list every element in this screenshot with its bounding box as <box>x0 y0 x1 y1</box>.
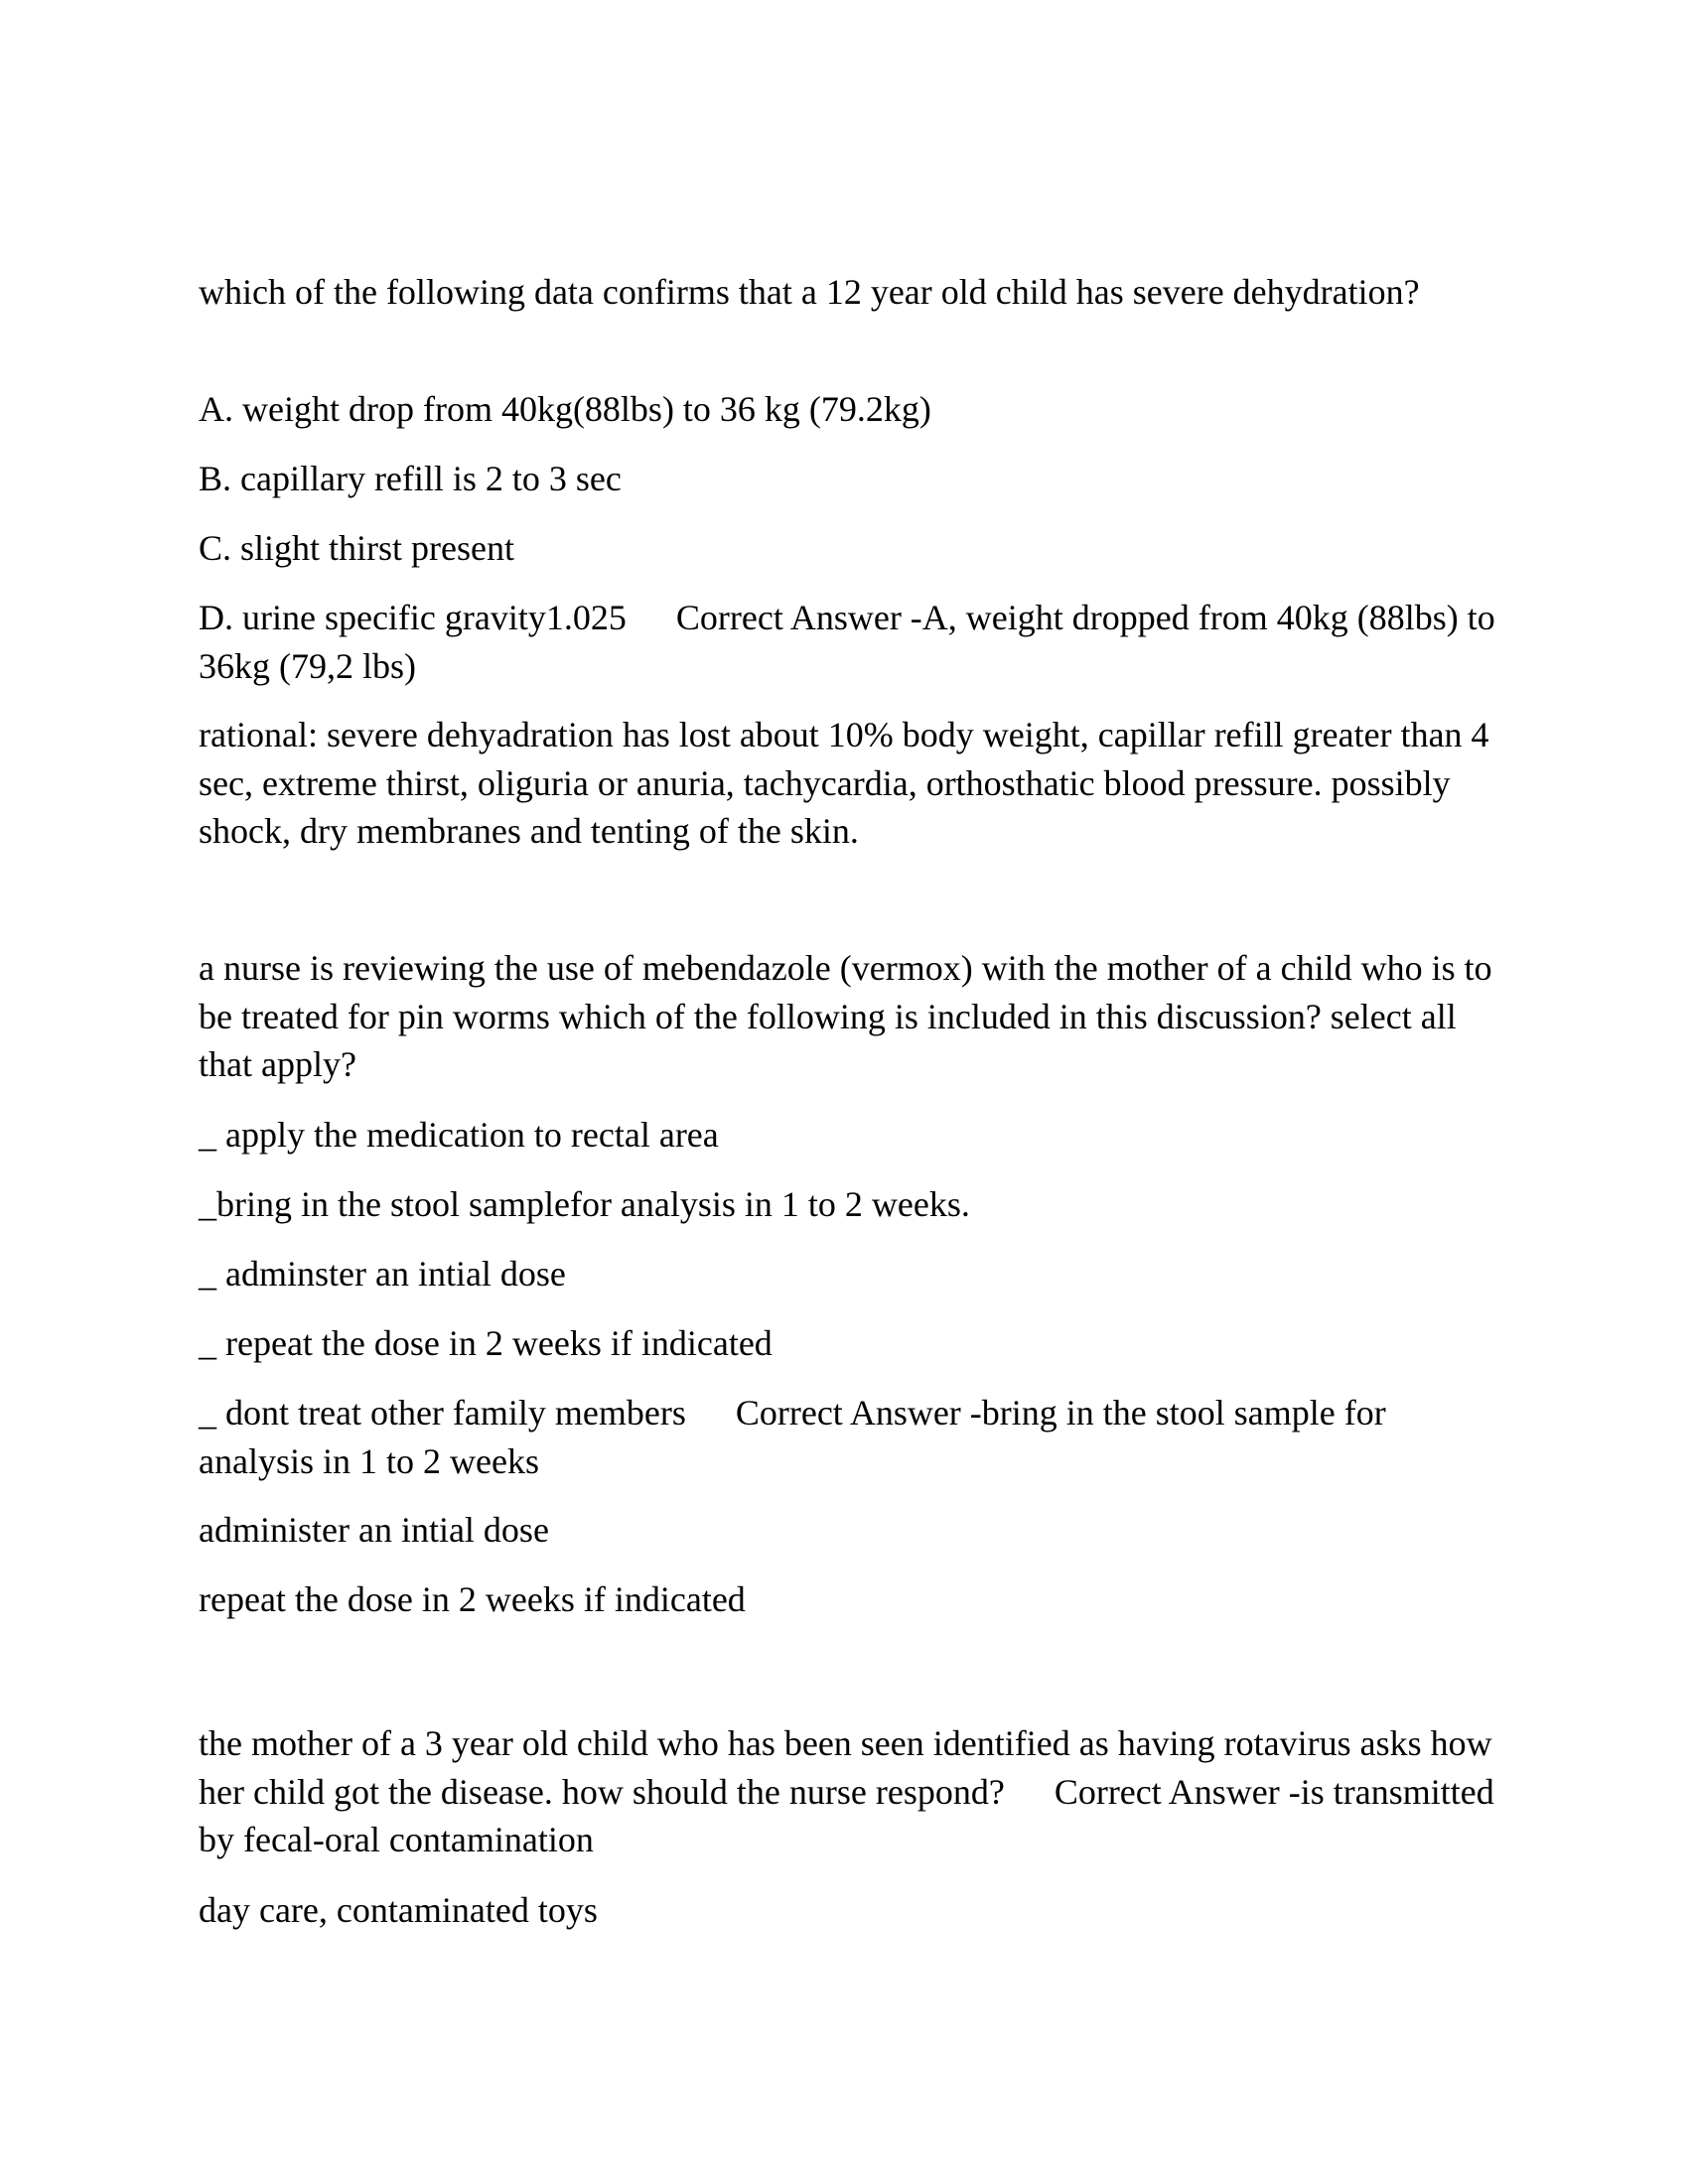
question-3-answer-line: day care, contaminated toys <box>199 1890 598 1930</box>
question-1-option-b: B. capillary refill is 2 to 3 sec <box>199 459 622 498</box>
question-2-text: a nurse is reviewing the use of mebendazole (vermox) with the mother of a child who is to be treated for pin worms which of the following is included in this discussion? select all that apply? <box>199 948 1492 1084</box>
question-2-option-2: _bring in the stool samplefor analysis in 1 to 2 weeks. <box>199 1184 970 1224</box>
question-3-text: the mother of a 3 year old child who has been seen identified as having rotavirus asks how her child got the disease. how should the nurse respond? <box>199 1723 1492 1812</box>
question-3-answer: Correct Answer -is transmitted by fecal-oral contamination <box>199 1771 1494 1859</box>
question-2-option-4: _ repeat the dose in 2 weeks if indicated <box>199 1323 773 1363</box>
question-1-option-c: C. slight thirst present <box>199 528 514 568</box>
question-3-with-answer <box>199 1719 1499 1864</box>
question-2-option-5: _ dont treat other family members <box>199 1393 686 1433</box>
question-1-option-d-with-answer <box>199 594 1499 690</box>
question-1-text: which of the following data confirms that a 12 year old child has severe dehydration? <box>199 272 1420 312</box>
question-2-answer: Correct Answer -bring in the stool sample for analysis in 1 to 2 weeks <box>199 1393 1386 1481</box>
question-2-option-1: _ apply the medication to rectal area <box>199 1115 719 1155</box>
question-2-answer-line-1: administer an intial dose <box>199 1510 549 1550</box>
question-2-answer-line-2: repeat the dose in 2 weeks if indicated <box>199 1579 746 1619</box>
question-2-option-5-with-answer <box>199 1389 1499 1485</box>
question-1-rationale: rational: severe dehyadration has lost about 10% body weight, capillar refill greater than 4 sec, extreme thirst, oliguria or anuria, tachycardia, orthosthatic blood pressure. possibly shock, dry membranes and tenting of the skin. <box>199 715 1489 851</box>
question-1-answer: Correct Answer -A, weight dropped from 40kg (88lbs) to 36kg (79,2 lbs) <box>199 598 1495 686</box>
question-2-option-3: _ adminster an intial dose <box>199 1254 566 1294</box>
question-1-option-a: A. weight drop from 40kg(88lbs) to 36 kg (79.2kg) <box>199 389 931 429</box>
question-1-option-d: D. urine specific gravity1.025 <box>199 598 627 637</box>
